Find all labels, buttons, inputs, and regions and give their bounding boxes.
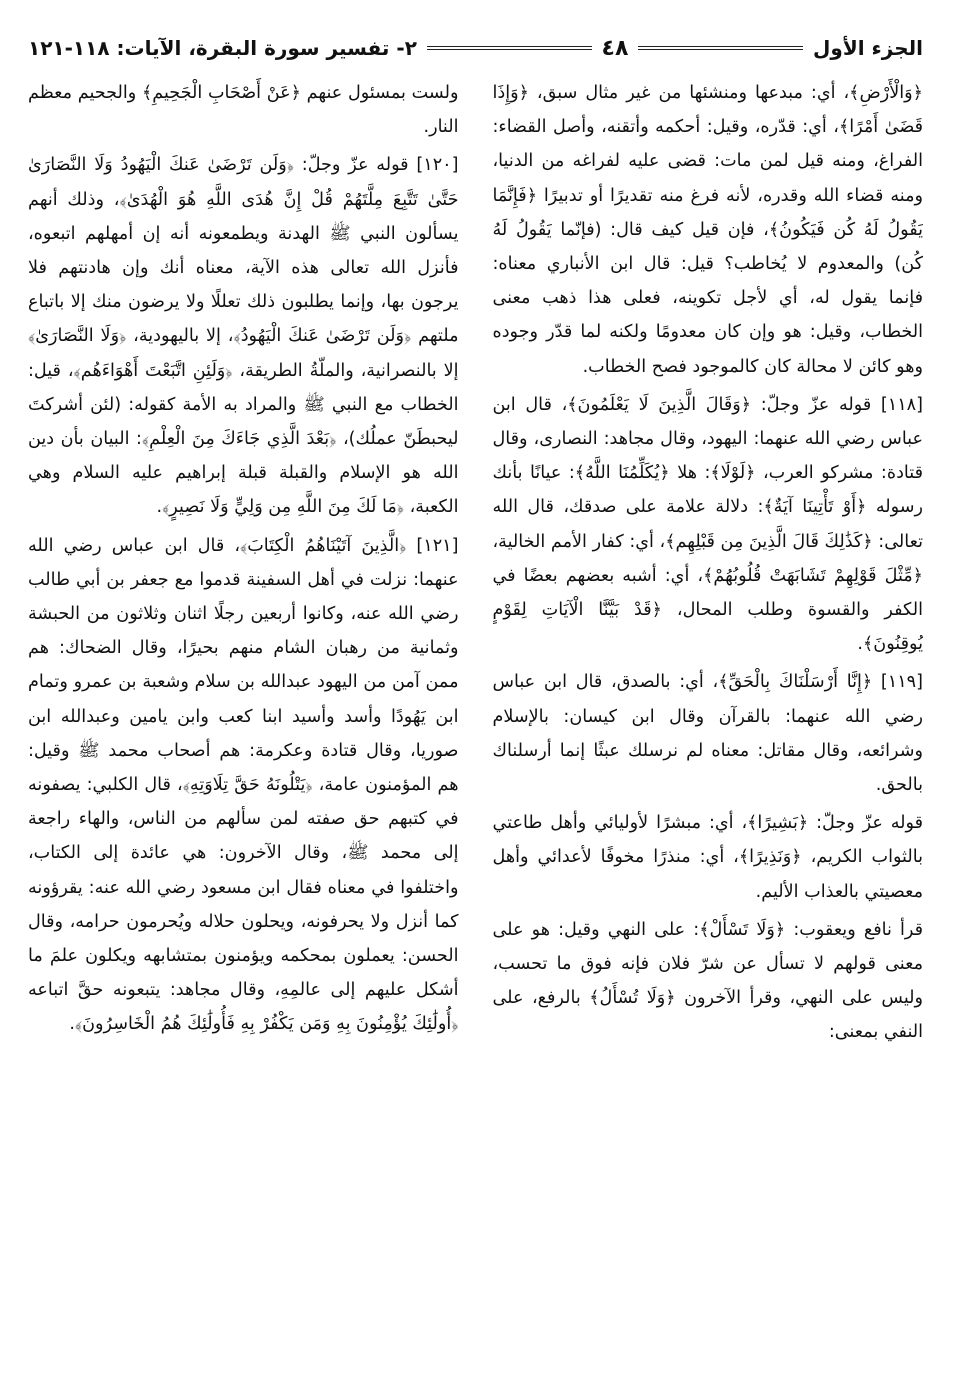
paragraph-verse-118: [١١٨] قوله عزّ وجلّ: ﴿وَقَالَ الَّذِينَ لَا يَعْلَمُونَ﴾، قال ابن عباس رضي الله عنهما: اليهود، وقال مجاهد: النصارى، وقال قتادة: مشركو العرب، ﴿لَوْلَا﴾: هلا ﴿يُكَلِّمُنَا اللَّهُ﴾: عيانًا بأنك رسوله ﴿أَوْ تَأْتِينَا آيَةٌ﴾: دلالة علامة على صدقك، قال الله تعالى: ﴿كَذَٰلِكَ قَالَ الَّذِينَ مِن قَبْلِهِم﴾، أي: كفار الأمم الخالية، ﴿مِّثْلَ قَوْلِهِمْ تَشَابَهَتْ قُلُوبُهُمْ﴾، أي: أشبه بعضهم بعضًا في الكفر والقسوة وطلب المحال، ﴿قَدْ بَيَّنَّا الْآيَاتِ لِقَوْمٍ يُوقِنُونَ﴾. <box>492 394 923 655</box>
text-columns <box>28 76 923 1374</box>
right-column <box>493 76 924 1374</box>
page-number: ٤٨ <box>601 35 629 61</box>
section-title: ٢- تفسير سورة البقرة، الآيات: ١١٨-١٢١ <box>27 36 417 60</box>
paragraph: قوله عزّ وجلّ: ﴿بَشِيرًا﴾، أي: مبشرًا لأوليائي وأهل طاعتي بالثواب الكريم، ﴿وَنَذِيرًا﴾، أي: منذرًا مخوفًا لأعدائي وأهل معصيتي بالعذاب الأليم. <box>492 813 923 902</box>
part-title: الجزء الأول <box>813 36 923 60</box>
paragraph: ولست بمسئول عنهم ﴿عَنْ أَصْحَابِ الْجَحِيمِ﴾ والجحيم معظم النار. <box>28 83 459 138</box>
header-rule-left <box>427 46 592 50</box>
paragraph-verse-119: [١١٩] ﴿إِنَّا أَرْسَلْنَاكَ بِالْحَقِّ﴾، أي: بالصدق، قال ابن عباس رضي الله عنهما: بالقرآن وقال ابن كيسان: بالإسلام وشرائعه، وقال مقاتل: معناه لم نرسلك عبثًا إنما أرسلناك بالحق. <box>492 672 923 796</box>
paragraph-verse-121: [١٢١] ﴿الَّذِينَ آتَيْنَاهُمُ الْكِتَابَ﴾، قال ابن عباس رضي الله عنهما: نزلت في أهل السفينة قدموا مع جعفر بن أبي طالب رضي الله عنه، وكانوا أربعين رجلًا اثنان وثلاثون من الحبشة وثمانية من رهبان الشام منهم بحيرًا، وقال الضحاك: هم ممن آمن من اليهود عبدالله بن سلام وشعبة بن عمرو وتمام ابن يَهُودًا وأسد وأسيد ابنا كعب وابن يامين وعبدالله ابن صوريا، وقال قتادة وعكرمة: هم أصحاب محمد ﷺ وقيل: هم المؤمنون عامة، ﴿يَتْلُونَهُ حَقَّ تِلَاوَتِهِ﴾، قال الكلبي: يصفونه في كتبهم حق صفته لمن سألهم من الناس، والهاء راجعة إلى محمد ﷺ، وقال الآخرون: هي عائدة إلى الكتاب، واختلفوا في معناه فقال ابن مسعود رضي الله عنه: يقرؤونه كما أنزل ولا يحرفونه، ويحلون حلاله ويُحرمون حرامه، وقال الحسن: يعملون بمحكمه ويؤمنون بمتشابهه ويكلون علمَ ما أشكل عليهم إلى عالمِهِ، وقال مجاهد: يتبعونه حقَّ اتباعه ﴿أُولَٰئِكَ يُؤْمِنُونَ بِهِ وَمَن يَكْفُرْ بِهِ فَأُولَٰئِكَ هُمُ الْخَاسِرُونَ﴾. <box>28 535 459 1035</box>
paragraph: قرأ نافع ويعقوب: ﴿وَلَا تَسْأَلْ﴾: على النهي وقيل: هو على معنى قولهم لا تسأل عن شرّ فلان فإنه فوق ما تحسب، وليس على النهي، وقرأ الآخرون ﴿وَلَا تُسْأَلُ﴾ بالرفع، على النفي بمعنى: <box>492 919 923 1043</box>
paragraph-verse-120: [١٢٠] قوله عزّ وجلّ: ﴿وَلَن تَرْضَىٰ عَنكَ الْيَهُودُ وَلَا النَّصَارَىٰ حَتَّىٰ تَتَّبِعَ مِلَّتَهُمْ قُلْ إِنَّ هُدَى اللَّهِ هُوَ الْهُدَىٰ﴾، وذلك أنهم يسألون النبي ﷺ الهدنة ويطمعونه أنه إن أمهلهم اتبعوه، فأنزل الله تعالى هذه الآية، معناه أنك وإن هادنتهم فلا يرجون بها، وإنما يطلبون ذلك تعللًا ولا يرضون منك إلا باتباع ملتهم ﴿وَلَن تَرْضَىٰ عَنكَ الْيَهُودُ﴾، إلا باليهودية، ﴿وَلَا النَّصَارَىٰ﴾ إلا بالنصرانية، والملّةُ الطريقة، ﴿وَلَئِنِ اتَّبَعْتَ أَهْوَاءَهُم﴾، قيل: الخطاب مع النبي ﷺ والمراد به الأمة كقوله: (لئن أشركتَ ليحبطَنّ عملُك)، ﴿بَعْدَ الَّذِي جَاءَكَ مِنَ الْعِلْمِ﴾: البيان بأن دين الله هو الإسلام والقبلة قبلة إبراهيم عليه السلام وهي الكعبة، ﴿مَا لَكَ مِنَ اللَّهِ مِن وَلِيٍّ وَلَا نَصِيرٍ﴾. <box>28 155 459 518</box>
running-header <box>28 28 923 68</box>
left-column <box>28 76 459 1374</box>
paragraph: ﴿وَالْأَرْضِ﴾، أي: مبدعها ومنشئها من غير مثال سبق، ﴿وَإِذَا قَضَىٰ أَمْرًا﴾، أي: قدّره، وقيل: أحكمه وأتقنه، وأصل القضاء: الفراغ، ومنه قيل لمن مات: قضى عليه لفراغه من الدنيا، ومنه قضاء الله وقدره، لأنه فرغ منه تقديرًا أو تدبيرًا ﴿فَإِنَّمَا يَقُولُ لَهُ كُن فَيَكُونُ﴾، فإن قيل كيف قال: (فإنّما يَقُولُ لَهُ كُن) والمعدوم لا يُخاطب؟ قيل: قال ابن الأنباري معناه: فإنما يقول له، أي لأجل تكوينه، فعلى هذا ذهب معنى الخطاب، وقيل: هو وإن كان معدومًا ولكنه لما قدّر وجوده وهو كائن لا محالة كان كالموجود فصح الخطاب. <box>492 83 923 377</box>
header-rule-right <box>638 46 803 50</box>
